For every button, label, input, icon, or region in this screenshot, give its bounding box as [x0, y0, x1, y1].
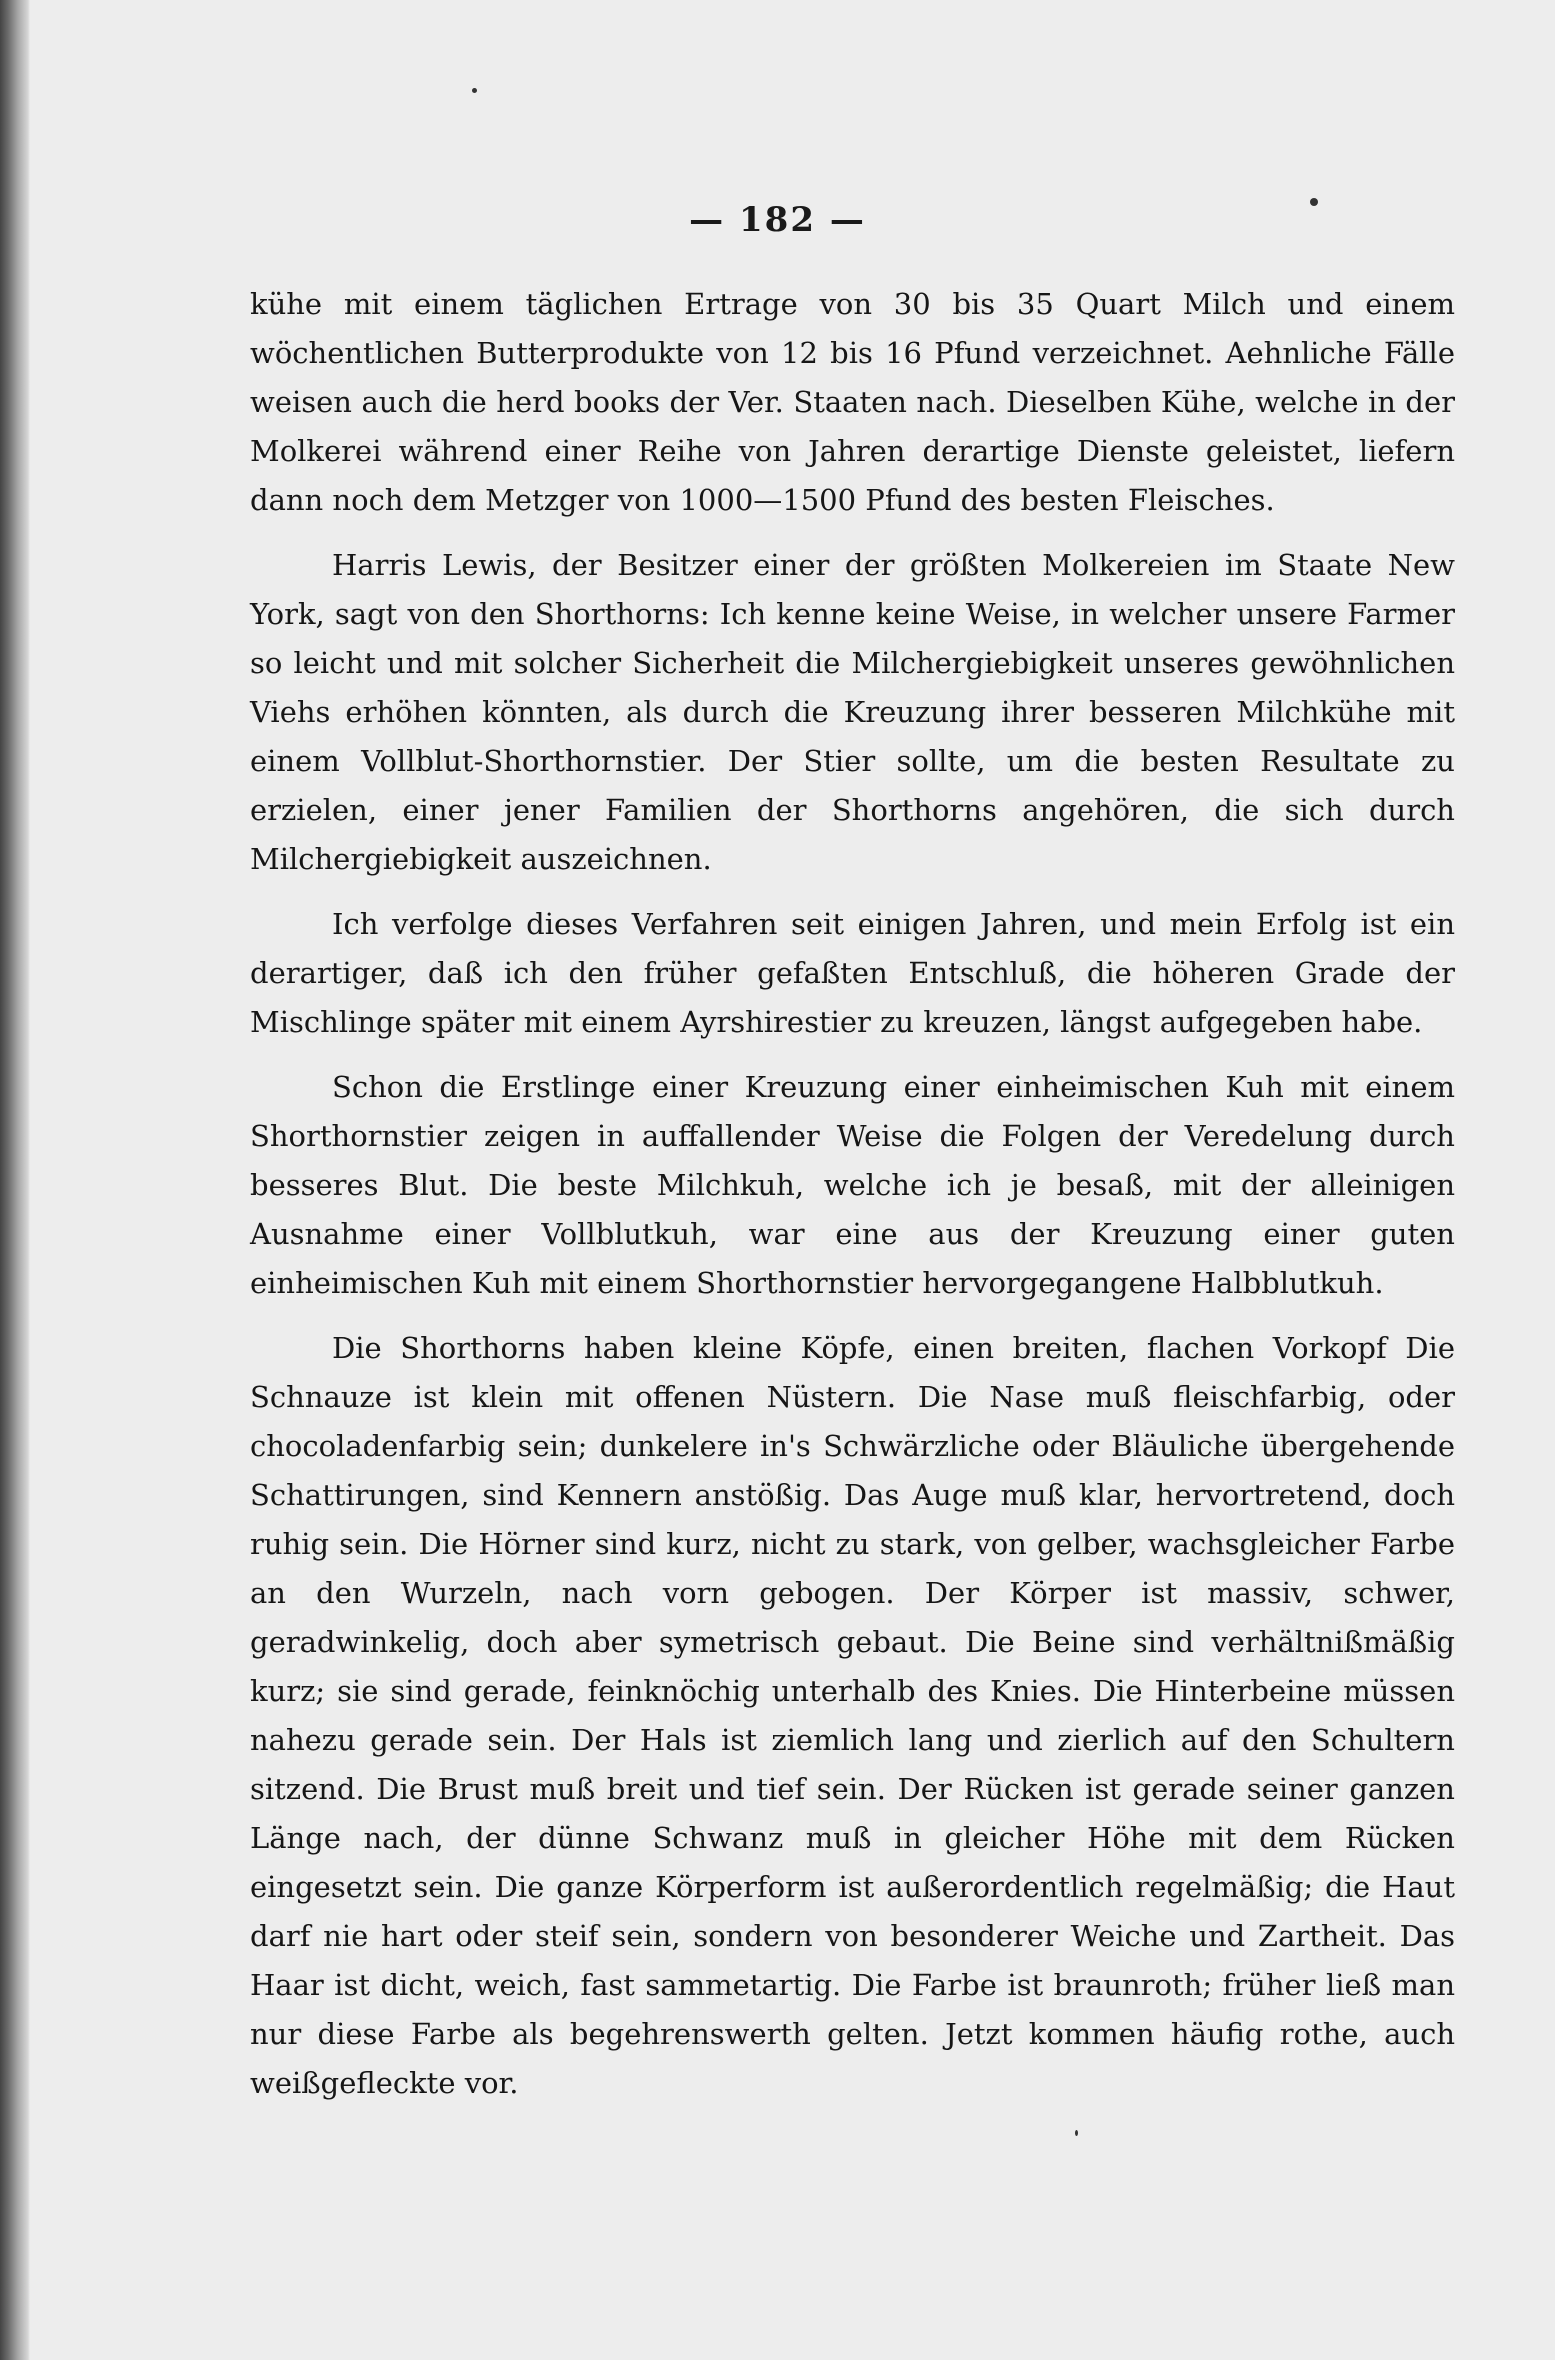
print-speck	[472, 88, 477, 93]
paragraph: Harris Lewis, der Besitzer einer der größten Molkereien im Staate New York, sagt von den Shorthorns: Ich kenne keine Weise, in welcher unsere Farmer so leicht und mit solcher Sicherheit die Milchergiebigkeit unseres gewöhnlichen Viehs erhöhen könnten, als durch die Kreuzung ihrer besseren Milchkühe mit einem Vollblut-Shorthornstier. Der Stier sollte, um die besten Resultate zu erzielen, einer jener Familien der Shorthorns angehören, die sich durch Milchergiebigkeit auszeichnen.	[250, 548, 1455, 876]
paragraph: Schon die Erstlinge einer Kreuzung einer einheimischen Kuh mit einem Shorthornstier zeigen in auffallender Weise die Folgen der Veredelung durch besseres Blut. Die beste Milchkuh, welche ich je besaß, mit der alleinigen Ausnahme einer Vollblutkuh, war eine aus der Kreuzung einer guten einheimischen Kuh mit einem Shorthornstier hervorgegangene Halbblutkuh.	[250, 1070, 1455, 1300]
page-binding-shadow	[0, 0, 30, 2360]
print-speck	[1075, 2130, 1078, 2136]
paragraph: Die Shorthorns haben kleine Köpfe, einen breiten, flachen Vorkopf Die Schnauze ist klein mit offenen Nüstern. Die Nase muß fleischfarbig, oder chocoladenfarbig sein; dunkelere in's Schwärzliche oder Bläuliche übergehende Schattirungen, sind Kennern anstößig. Das Auge muß klar, hervortretend, doch ruhig sein. Die Hörner sind kurz, nicht zu stark, von gelber, wachsgleicher Farbe an den Wurzeln, nach vorn gebogen. Der Körper ist massiv, schwer, geradwinkelig, doch aber symetrisch gebaut. Die Beine sind verhältnißmäßig kurz; sie sind gerade, feinknöchig unterhalb des Knies. Die Hinterbeine müssen nahezu gerade sein. Der Hals ist ziemlich lang und zierlich auf den Schultern sitzend. Die Brust muß breit und tief sein. Der Rücken ist gerade seiner ganzen Länge nach, der dünne Schwanz muß in gleicher Höhe mit dem Rücken eingesetzt sein. Die ganze Körperform ist außerordentlich regelmäßig; die Haut darf nie hart oder steif sein, sondern von besonderer Weiche und Zartheit. Das Haar ist dicht, weich, fast sammetartig. Die Farbe ist braunroth; früher ließ man nur diese Farbe als begehrenswerth gelten. Jetzt kommen häufig rothe, auch weißgefleckte vor.	[250, 1331, 1455, 2100]
paragraph: Ich verfolge dieses Verfahren seit einigen Jahren, und mein Erfolg ist ein derartiger, daß ich den früher gefaßten Entschluß, die höheren Grade der Mischlinge später mit einem Ayrshirestier zu kreuzen, längst aufgegeben habe.	[250, 907, 1455, 1039]
page-number: — 182 —	[689, 200, 866, 240]
paragraph: kühe mit einem täglichen Ertrage von 30 bis 35 Quart Milch und einem wöchentlichen Butterprodukte von 12 bis 16 Pfund verzeichnet. Aehnliche Fälle weisen auch die herd books der Ver. Staaten nach. Dieselben Kühe, welche in der Molkerei während einer Reihe von Jahren derartige Dienste geleistet, liefern dann noch dem Metzger von 1000—1500 Pfund des besten Fleisches.	[250, 287, 1455, 517]
page-text	[250, 280, 1455, 2124]
